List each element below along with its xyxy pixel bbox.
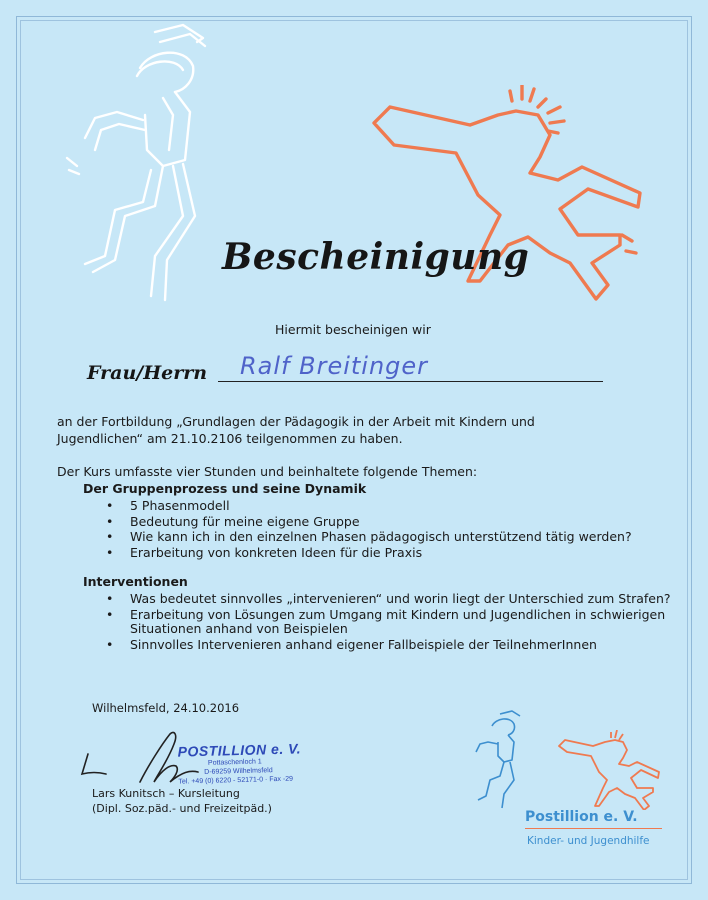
logo-orange-figure [553,730,665,810]
intro-text: Hiermit bescheinigen wir [275,322,431,337]
logo-name: Postillion e. V. [525,809,638,825]
gruppenprozess-list [106,498,632,560]
name-underline [218,381,603,382]
section-heading-interventionen: Interventionen [83,574,188,589]
place-date: Wilhelmsfeld, 24.10.2016 [92,701,240,715]
logo-tagline: Kinder- und Jugendhilfe [527,835,650,847]
signer-title: (Dipl. Soz.päd.- und Freizeitpäd.) [92,802,272,815]
certificate-title: Bescheinigung [222,236,530,278]
stamp-street: Pottaschenloch 1 [207,758,262,767]
course-intro: Der Kurs umfasste vier Stunden und beinhaltete folgende Themen: [57,464,478,479]
list-item: • Was bedeutet sinnvolles „intervenieren“ und worin liegt der Unterschied zum Strafen? [106,591,671,607]
participation-line-2: Jugendlichen“ am 21.10.2106 teilgenommen zu haben. [57,431,403,446]
list-item: • Sinnvolles Intervenieren anhand eigener Fallbeispiele der TeilnehmerInnen [106,637,597,653]
list-item: • Erarbeitung von konkreten Ideen für die Praxis [106,545,632,561]
handwritten-name: Ralf Breitinger [240,352,429,380]
signer-name: Lars Kunitsch – Kursleitung [92,787,240,800]
white-figure-illustration [55,20,245,320]
list-item: • Wie kann ich in den einzelnen Phasen pädagogisch unterstützend tätig werden? [106,529,632,545]
list-item-continuation: Situationen anhand von Beispielen [130,621,348,636]
stamp-phone: Tel. +49 (0) 6220 - 52171-0 · Fax -29 [178,775,294,786]
list-item: • Erarbeitung von Lösungen zum Umgang mit Kindern und Jugendlichen in schwierigen [106,607,671,623]
stamp-name: POSTILLION e. V. [177,740,302,760]
logo-blue-figure [470,708,540,813]
participation-line-1: an der Fortbildung „Grundlagen der Pädagogik in der Arbeit mit Kindern und [57,414,535,429]
organization-stamp [177,740,301,786]
section-heading-gruppenprozess: Der Gruppenprozess und seine Dynamik [83,481,367,496]
stamp-city: D-69259 Wilhelmsfeld [204,767,273,776]
interventionen-list [106,591,671,622]
list-item: • Bedeutung für meine eigene Gruppe [106,514,632,530]
interventionen-list-last [106,637,597,653]
name-label: Frau/Herrn [87,362,208,384]
logo-divider [525,828,662,829]
list-item: • 5 Phasenmodell [106,498,632,514]
